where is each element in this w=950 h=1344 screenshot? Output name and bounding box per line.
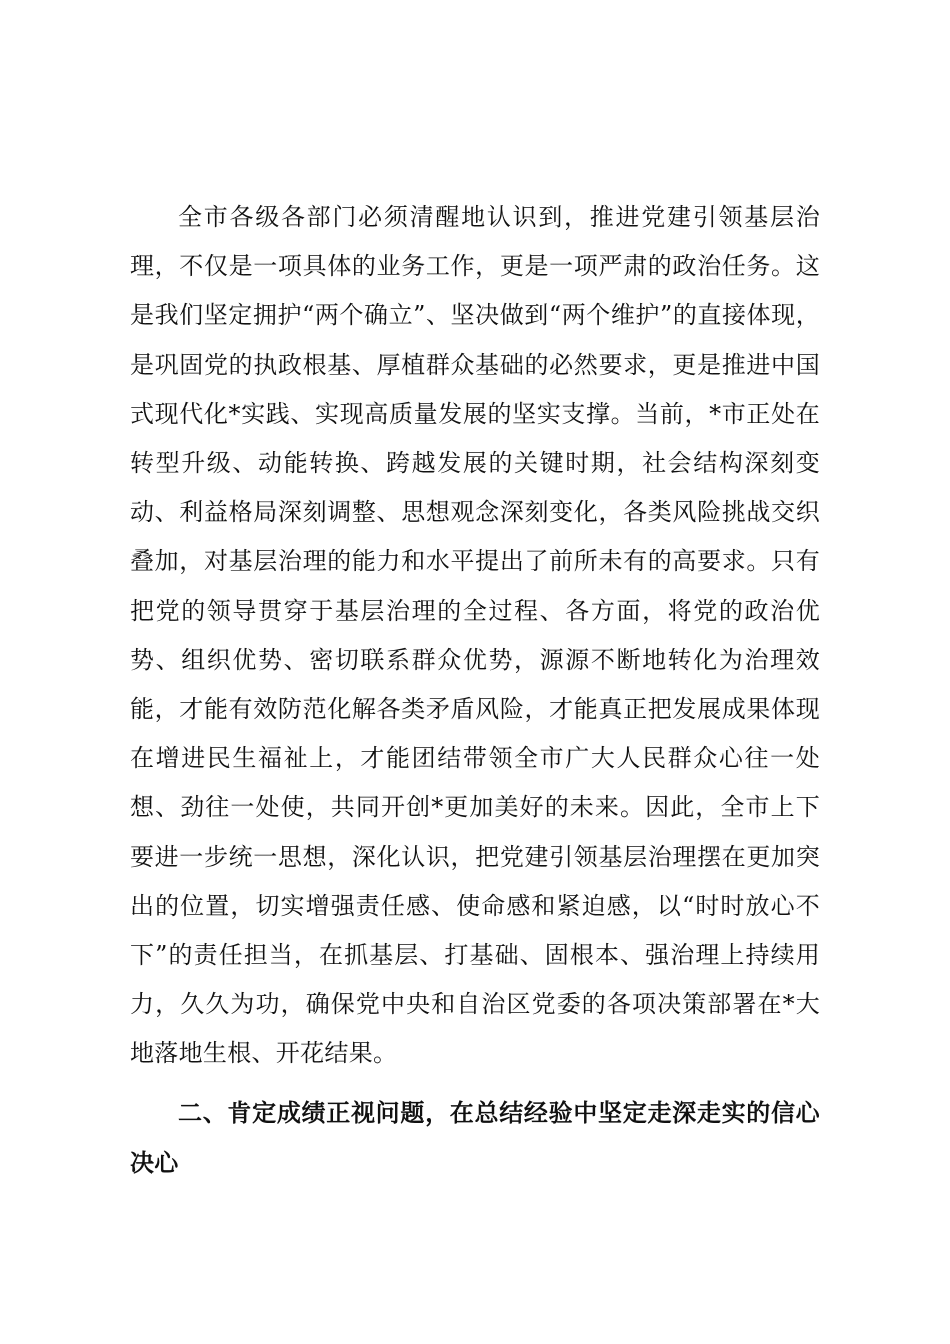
body-paragraph: 全市各级各部门必须清醒地认识到，推进党建引领基层治理，不仅是一项具体的业务工作，更是一项严肃的政治任务。这是我们坚定拥护“两个确立”、坚决做到“两个维护”的直接体现，是巩固党的执政根基、厚植群众基础的必然要求，更是推进中国式现代化*实践、实现高质量发展的坚实支撑。当前，*市正处在转型升级、动能转换、跨越发展的关键时期，社会结构深刻变动、利益格局深刻调整、思想观念深刻变化，各类风险挑战交织叠加，对基层治理的能力和水平提出了前所未有的高要求。只有把党的领导贯穿于基层治理的全过程、各方面，将党的政治优势、组织优势、密切联系群众优势，源源不断地转化为治理效能，才能有效防范化解各类矛盾风险，才能真正把发展成果体现在增进民生福祉上，才能团结带领全市广大人民群众心往一处想、劲往一处使，共同开创*更加美好的未来。因此，全市上下要进一步统一思想，深化认识，把党建引领基层治理摆在更加突出的位置，切实增强责任感、使命感和紧迫感，以“时时放心不下”的责任担当，在抓基层、打基础、固根本、强治理上持续用力，久久为功，确保党中央和自治区党委的各项决策部署在*大地落地生根、开花结果。 — [130, 203, 820, 1068]
section-heading: 二、肯定成绩正视问题，在总结经验中坚定走深走实的信心决心 — [130, 1099, 820, 1177]
